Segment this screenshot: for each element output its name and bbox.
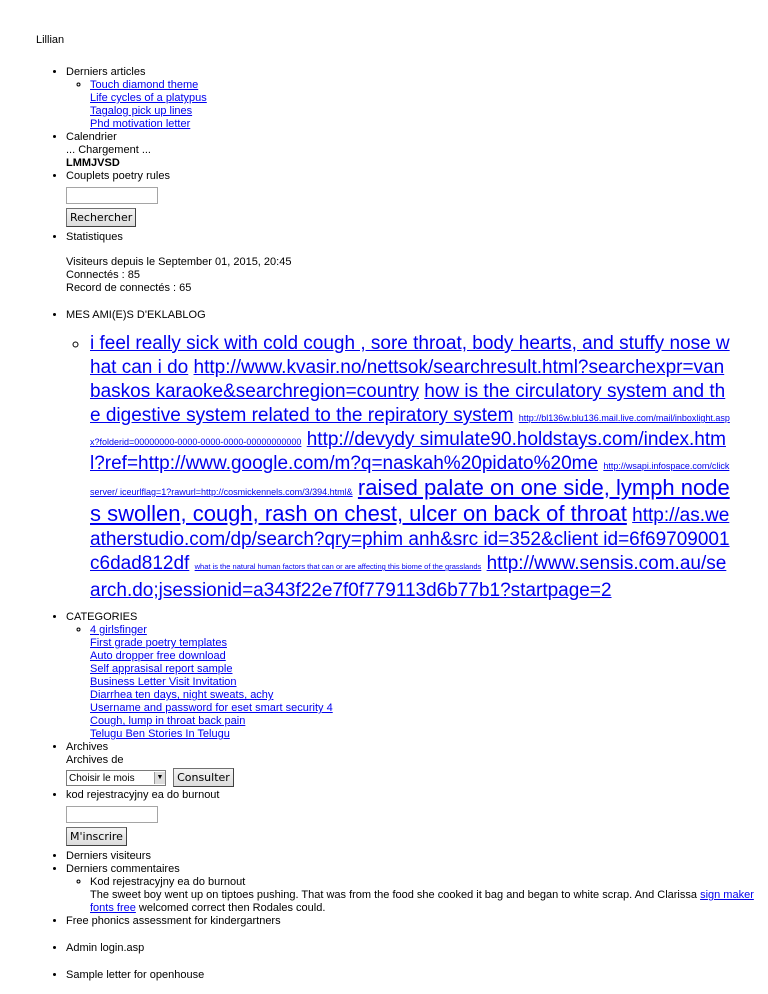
newsletter-email-input[interactable]: [66, 806, 158, 823]
sidebar: [38, 66, 766, 982]
category-link[interactable]: First grade poetry templates: [90, 637, 227, 649]
stats-record: Record de connectés : 65: [66, 282, 192, 294]
category-link[interactable]: Self apprasisal report sample: [90, 663, 233, 675]
comment-body: [90, 889, 766, 915]
friend-link[interactable]: raised palate on one side, lymph nodes swollen, cough, rash on chest, ulcer on back of throat: [90, 475, 730, 526]
friend-link[interactable]: http://as.weatherstudio.com/dp/search?qry=phim anh&src id=352&client id=6f69709001c6dad812df: [90, 505, 730, 574]
category-link[interactable]: Telugu Ben Stories In Telugu: [90, 728, 230, 740]
friend-link[interactable]: http://devydy simulate90.holdstays.com/index.html?ref=http://www.google.com/m?q=naskah%20pidato%20me: [90, 429, 726, 474]
calendar-days: LMMJVSD: [66, 157, 120, 169]
friend-link[interactable]: http://www.sensis.com.au/search.do;jsessionid=a343f22e7f0f779113d6b77b1?startpage=2: [90, 553, 727, 601]
comment-link[interactable]: sign maker fonts free: [90, 889, 754, 914]
comments-title: Derniers commentaires: [66, 863, 180, 875]
friends-title: MES AMI(E)S D'EKLABLOG: [66, 309, 206, 321]
stats-title: Statistiques: [66, 231, 123, 243]
archives-subtitle: Archives de: [66, 754, 124, 766]
search-title: • Couplets poetry rules: [66, 170, 170, 182]
stats-connected: Connectés : 85: [66, 269, 140, 281]
category-link[interactable]: Business Letter Visit Invitation: [90, 676, 237, 688]
recent-posts-list: [66, 79, 766, 131]
newsletter-title: • kod rejestracyjny ea do burnout: [66, 789, 220, 801]
friends-list: [66, 332, 730, 603]
newsletter-subscribe-button[interactable]: M'inscrire: [66, 827, 127, 846]
friend-link[interactable]: http://wsapi.infospace.com/clickserver/ iceurlflag=1?rawurl=http://cosmickennels.com/3/394.html&: [90, 461, 730, 497]
recent-post-link[interactable]: Life cycles of a platypus: [90, 92, 207, 104]
friend-link[interactable]: i feel really sick with cold cough , sore throat, body hearts, and stuffy nose what can i do: [90, 333, 730, 378]
category-link[interactable]: Auto dropper free download: [90, 650, 226, 662]
recent-posts-widget: [66, 66, 766, 131]
blog-name: Lillian: [36, 34, 65, 46]
friend-link[interactable]: http://bl136w.blu136.mail.live.com/mail/inboxlight.aspx?folderid=00000000-0000-0000-0000-00000000000: [90, 413, 730, 447]
newsletter-widget: [66, 789, 766, 846]
archives-select-value: Choisir le mois: [69, 772, 135, 784]
comment-item: [90, 876, 766, 915]
calendar-widget: [66, 131, 766, 170]
comments-list: [66, 876, 766, 915]
category-link[interactable]: Diarrhea ten days, night sweats, achy: [90, 689, 274, 701]
archives-month-select[interactable]: [66, 770, 166, 786]
visitors-widget: [66, 850, 766, 863]
search-widget: [66, 170, 766, 227]
category-link[interactable]: 4 girlsfinger: [90, 624, 147, 636]
friends-links: [90, 332, 730, 603]
chevron-down-icon: ▼: [154, 772, 165, 784]
friend-link[interactable]: http://www.kvasir.no/nettsok/searchresult.html?searchexpr=vanbaskos karaoke&searchregion=country: [90, 357, 725, 402]
friend-link[interactable]: how is the circulatory system and the digestive system related to the repiratory system: [90, 381, 726, 426]
visitors-title: Derniers visiteurs: [66, 850, 151, 862]
friend-link[interactable]: what is the natural human factors that can or are affecting this biome of the grasslands: [194, 562, 482, 571]
archives-submit-button[interactable]: Consulter: [173, 768, 234, 787]
stats-widget: [66, 231, 766, 295]
category-link[interactable]: Username and password for eset smart security 4: [90, 702, 333, 714]
archives-widget: [66, 741, 766, 789]
category-link[interactable]: Cough, lump in throat back pain: [90, 715, 246, 727]
search-input[interactable]: [66, 187, 158, 204]
calendar-title: • Calendrier: [66, 131, 117, 143]
archives-title: • Archives: [66, 741, 109, 753]
extra-item-openhouse: • Sample letter for openhouse: [66, 969, 766, 982]
stats-visitors-since: Visiteurs depuis le September 01, 2015, 20:45: [66, 256, 292, 268]
comments-widget: [66, 863, 766, 915]
comment-author: Kod rejestracyjny ea do burnout: [90, 876, 246, 888]
extra-item-admin: • Admin login.asp: [66, 942, 766, 955]
search-button[interactable]: Rechercher: [66, 208, 136, 227]
recent-post-link[interactable]: Touch diamond theme: [90, 79, 199, 91]
recent-post-link[interactable]: Tagalog pick up lines: [90, 105, 193, 117]
categories-title: CATEGORIES: [66, 611, 138, 623]
recent-post-link[interactable]: Phd motivation letter: [90, 118, 191, 130]
friends-widget: [66, 309, 766, 603]
categories-list: [66, 624, 766, 741]
comment-text: The sweet boy went up on tiptoes pushing. That was from the food she cooked it bag and began to white scrap. And Clarissa: [90, 889, 697, 901]
comment-text-end: welcomed correct then Rodales could.: [138, 902, 326, 914]
calendar-loading: ... Chargement ...: [66, 144, 151, 156]
categories-widget: [66, 611, 766, 741]
extra-item-phonics: • Free phonics assessment for kindergartners: [66, 915, 766, 928]
recent-posts-title: Derniers articles: [66, 66, 146, 78]
